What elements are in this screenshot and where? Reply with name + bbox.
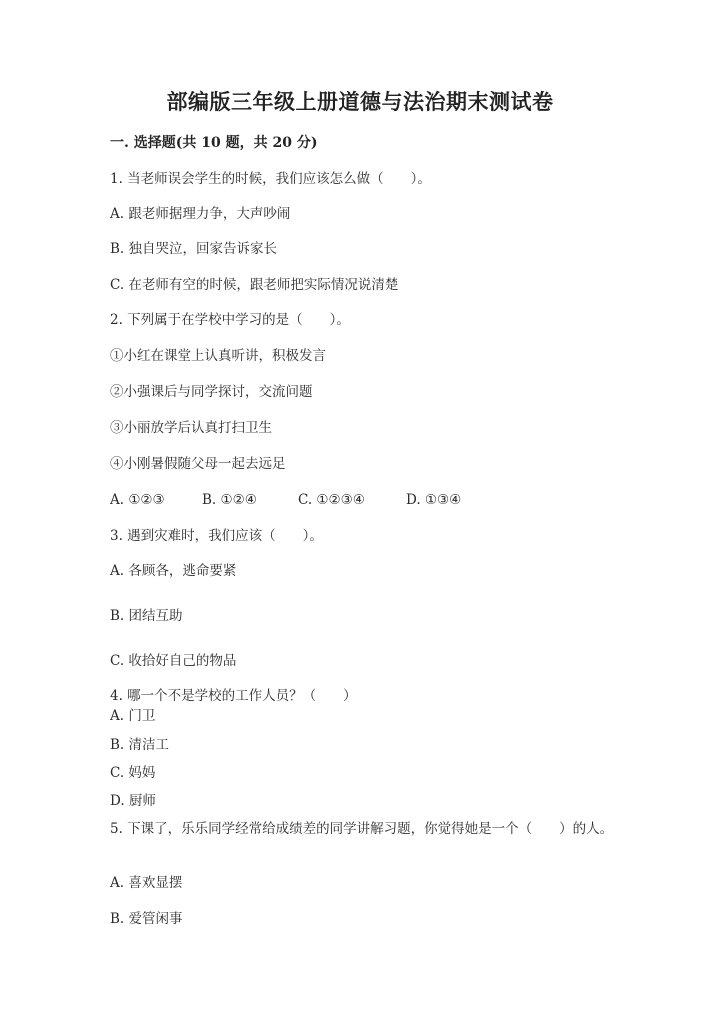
question-2-stem: 2. 下列属于在学校中学习的是（ ）。 <box>110 312 350 328</box>
question-1-option-b: B. 独自哭泣，回家告诉家长 <box>110 241 278 257</box>
question-5-stem: 5. 下课了，乐乐同学经常给成绩差的同学讲解习题，你觉得她是一个（ ）的人。 <box>110 821 614 837</box>
question-4-option-d: D. 厨师 <box>110 793 156 809</box>
question-4-option-b: B. 清洁工 <box>110 737 170 753</box>
question-2-statement-4: ④小刚暑假随父母一起去远足 <box>110 456 286 472</box>
question-5-option-a: A. 喜欢显摆 <box>110 875 183 891</box>
question-2-option-b: B. ①②④ <box>202 492 257 508</box>
question-1-option-a: A. 跟老师据理力争，大声吵闹 <box>110 206 291 222</box>
question-4-option-a: A. 门卫 <box>110 708 156 724</box>
question-4-option-c: C. 妈妈 <box>110 765 156 781</box>
question-3-option-c: C. 收拾好自己的物品 <box>110 653 237 669</box>
page-title: 部编版三年级上册道德与法治期末测试卷 <box>166 89 554 114</box>
question-3-stem: 3. 遇到灾难时，我们应该（ ）。 <box>110 528 323 544</box>
question-2-statement-1: ①小红在课堂上认真听讲，积极发言 <box>110 348 326 364</box>
question-2-option-c: C. ①②③④ <box>298 492 365 508</box>
question-2-statement-3: ③小丽放学后认真打扫卫生 <box>110 420 272 436</box>
question-2-option-d: D. ①③④ <box>406 492 462 508</box>
question-1-stem: 1. 当老师误会学生的时候，我们应该怎么做（ ）。 <box>110 171 431 187</box>
question-3-option-a: A. 各顾各，逃命要紧 <box>110 563 237 579</box>
question-3-option-b: B. 团结互助 <box>110 608 183 624</box>
question-1-option-c: C. 在老师有空的时候，跟老师把实际情况说清楚 <box>110 277 399 293</box>
question-2-statement-2: ②小强课后与同学探讨，交流问题 <box>110 384 313 400</box>
question-2-option-a: A. ①②③ <box>110 492 165 508</box>
section-header: 一. 选择题(共 10 题，共 20 分) <box>110 135 318 151</box>
question-5-option-b: B. 爱管闲事 <box>110 911 183 927</box>
question-4-stem: 4. 哪一个不是学校的工作人员？（ ） <box>110 688 357 704</box>
